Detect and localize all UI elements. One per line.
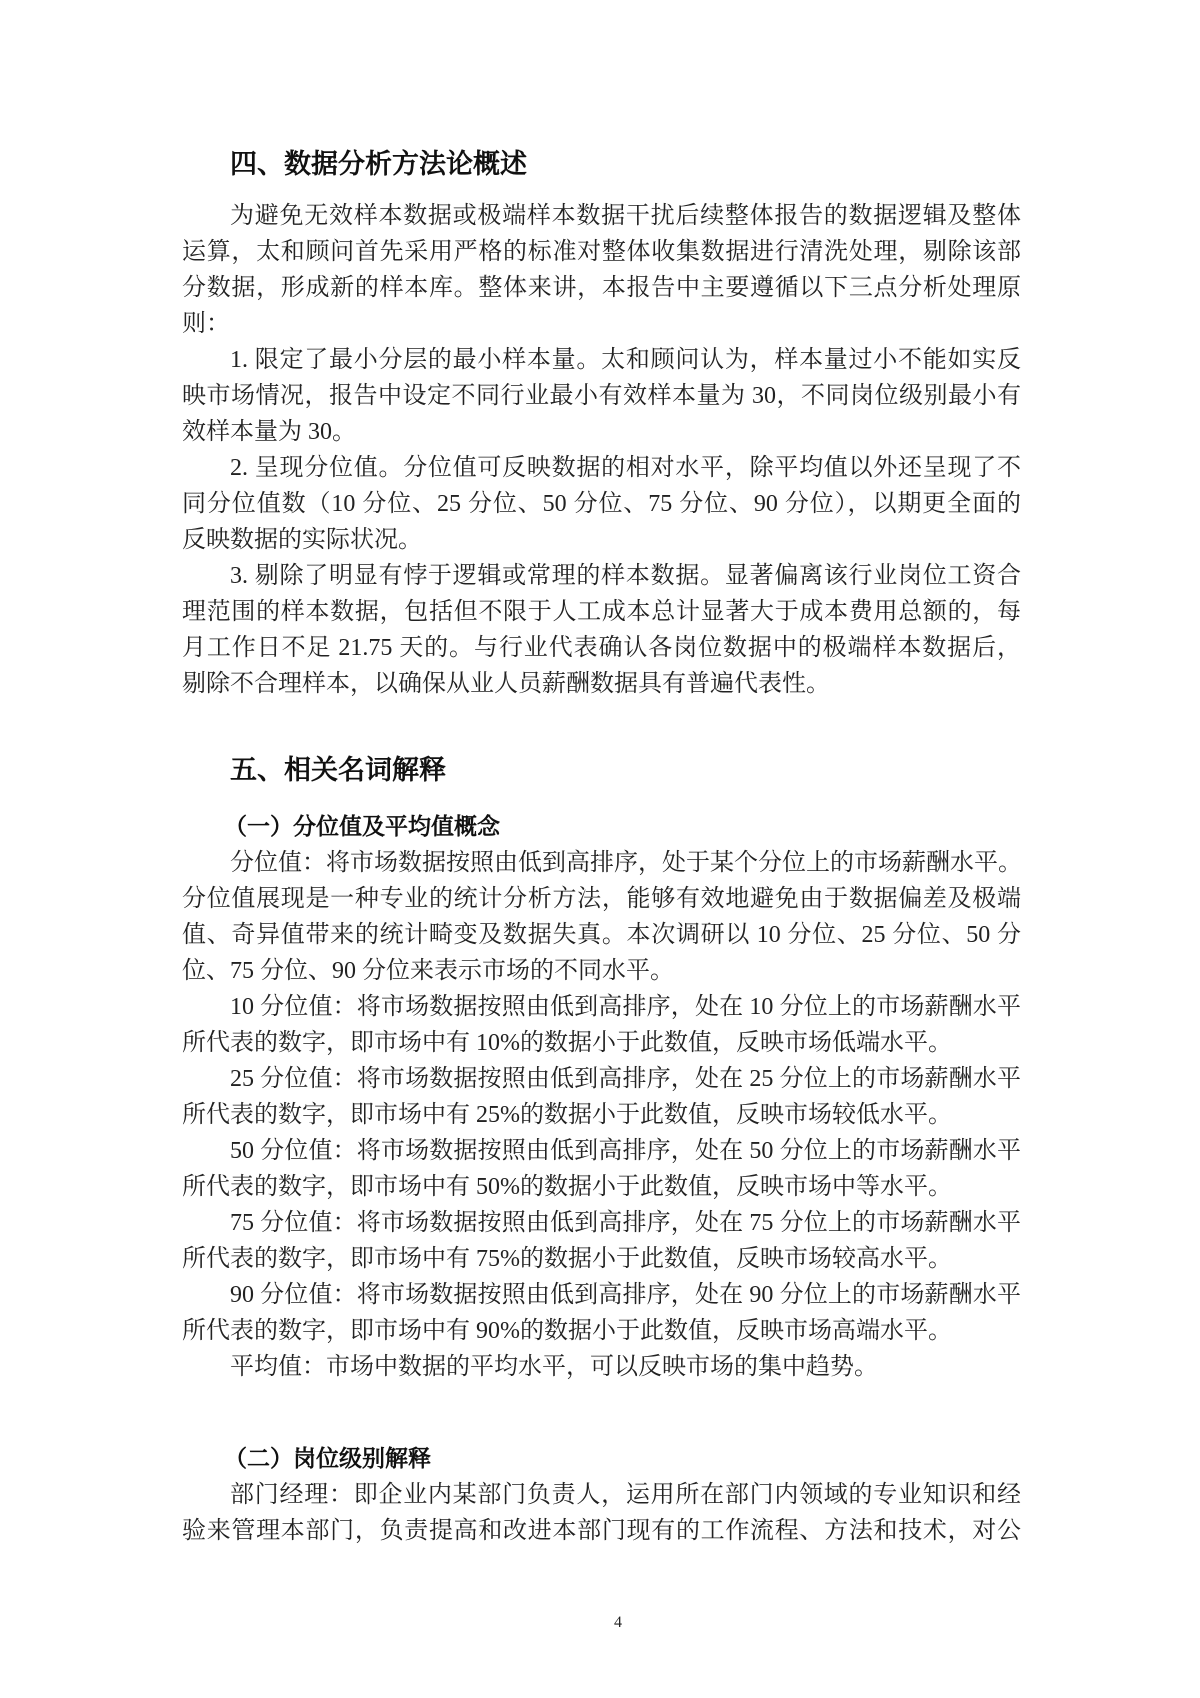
paragraph-line: 10 分位值：将市场数据按照由低到高排序，处在 10 分位上的市场薪酬水平 <box>230 994 1021 1020</box>
paragraph-line: 3. 剔除了明显有悖于逻辑或常理的样本数据。显著偏离该行业岗位工资合 <box>230 563 1021 589</box>
subsection-heading: （一）分位值及平均值概念 <box>224 814 500 840</box>
paragraph-line: 反映数据的实际状况。 <box>182 527 422 553</box>
paragraph-line: 则： <box>182 311 230 337</box>
paragraph-line: 所代表的数字，即市场中有 75%的数据小于此数值，反映市场较高水平。 <box>182 1246 952 1272</box>
page-number: 4 <box>614 1614 622 1631</box>
paragraph-line: 平均值：市场中数据的平均水平，可以反映市场的集中趋势。 <box>230 1354 878 1380</box>
paragraph-line: 运算，太和顾问首先采用严格的标准对整体收集数据进行清洗处理，剔除该部 <box>182 239 1021 265</box>
paragraph-line: 验来管理本部门，负责提高和改进本部门现有的工作流程、方法和技术，对公 <box>182 1518 1021 1544</box>
section-heading: 五、相关名词解释 <box>230 755 446 786</box>
paragraph-line: 同分位值数（10 分位、25 分位、50 分位、75 分位、90 分位），以期更全面的 <box>182 491 1021 517</box>
paragraph-line: 2. 呈现分位值。分位值可反映数据的相对水平，除平均值以外还呈现了不 <box>230 455 1021 481</box>
paragraph-line: 分位值展现是一种专业的统计分析方法，能够有效地避免由于数据偏差及极端 <box>182 886 1021 912</box>
paragraph-line: 为避免无效样本数据或极端样本数据干扰后续整体报告的数据逻辑及整体 <box>230 203 1021 229</box>
paragraph-line: 位、75 分位、90 分位来表示市场的不同水平。 <box>182 958 674 984</box>
paragraph-line: 1. 限定了最小分层的最小样本量。太和顾问认为，样本量过小不能如实反 <box>230 347 1021 373</box>
paragraph-line: 25 分位值：将市场数据按照由低到高排序，处在 25 分位上的市场薪酬水平 <box>230 1066 1021 1092</box>
document-body <box>182 147 1021 1549</box>
paragraph-line: 分数据，形成新的样本库。整体来讲，本报告中主要遵循以下三点分析处理原 <box>182 275 1021 301</box>
paragraph-line: 所代表的数字，即市场中有 10%的数据小于此数值，反映市场低端水平。 <box>182 1030 952 1056</box>
paragraph-line: 所代表的数字，即市场中有 25%的数据小于此数值，反映市场较低水平。 <box>182 1102 952 1128</box>
paragraph-line: 所代表的数字，即市场中有 90%的数据小于此数值，反映市场高端水平。 <box>182 1318 952 1344</box>
paragraph-line: 剔除不合理样本，以确保从业人员薪酬数据具有普遍代表性。 <box>182 671 830 697</box>
paragraph-line: 90 分位值：将市场数据按照由低到高排序，处在 90 分位上的市场薪酬水平 <box>230 1282 1021 1308</box>
paragraph-line: 部门经理：即企业内某部门负责人，运用所在部门内领域的专业知识和经 <box>230 1482 1021 1508</box>
paragraph-line: 值、奇异值带来的统计畸变及数据失真。本次调研以 10 分位、25 分位、50 分 <box>182 922 1021 948</box>
paragraph-line: 月工作日不足 21.75 天的。与行业代表确认各岗位数据中的极端样本数据后， <box>182 635 1021 661</box>
paragraph-line: 分位值：将市场数据按照由低到高排序，处于某个分位上的市场薪酬水平。 <box>230 850 1022 876</box>
paragraph-line: 所代表的数字，即市场中有 50%的数据小于此数值，反映市场中等水平。 <box>182 1174 952 1200</box>
paragraph-line: 映市场情况，报告中设定不同行业最小有效样本量为 30，不同岗位级别最小有 <box>182 383 1021 409</box>
paragraph-line: 75 分位值：将市场数据按照由低到高排序，处在 75 分位上的市场薪酬水平 <box>230 1210 1021 1236</box>
paragraph-line: 50 分位值：将市场数据按照由低到高排序，处在 50 分位上的市场薪酬水平 <box>230 1138 1021 1164</box>
paragraph-line: 效样本量为 30。 <box>182 419 356 445</box>
section-heading: 四、数据分析方法论概述 <box>230 149 527 180</box>
subsection-heading: （二）岗位级别解释 <box>224 1446 431 1472</box>
paragraph-line: 理范围的样本数据，包括但不限于人工成本总计显著大于成本费用总额的，每 <box>182 599 1021 625</box>
